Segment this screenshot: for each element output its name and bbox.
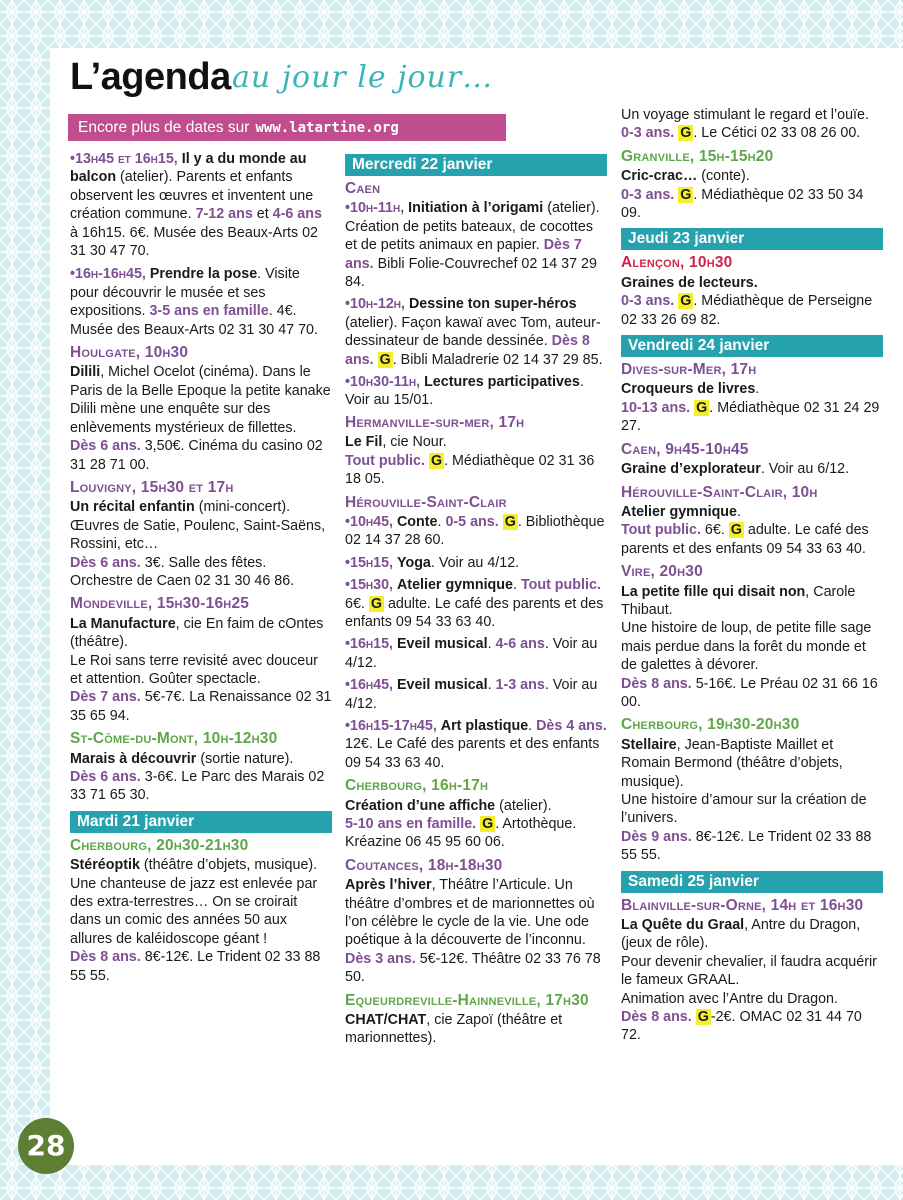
page-subtitle: au jour le jour…	[232, 60, 494, 95]
page-title: L’agenda	[70, 56, 231, 98]
free-badge: G	[379, 351, 391, 368]
day-header: Vendredi 24 janvier	[621, 335, 883, 357]
event-item: CHAT/CHAT, cie Zapoï (théâtre et marionnettes).	[345, 1012, 563, 1047]
city-heading: Blainville-sur-Orne, 14h et 16h30	[621, 896, 864, 914]
event-item: •13h45 et 16h15, Il y a du monde au balcon (atelier). Parents et enfants observent les œuvres et inventent une création commune. 7-12 ans et 4-6 ans à 16h15. 6€. Musée des Beaux-Arts 02 31 30 47 70.	[70, 151, 322, 260]
city-heading: Hérouville-Saint-Clair	[345, 493, 507, 511]
city-heading: Equeurdreville-Hainneville, 17h30	[345, 991, 589, 1009]
event-item: Atelier gymnique. Tout public. 6€. G adulte. Le café des parents et des enfants 09 54 33 63 40.	[621, 503, 869, 557]
event-item: La Manufacture, cie En faim de cOntes (théâtre). Le Roi sans terre revisité avec douceur et attention. Goûter spectacle. Dès 7 ans. 5€-7€. La Renaissance 02 31 35 65 94.	[70, 615, 332, 724]
event-item: Création d’une affiche (atelier). 5-10 ans en famille. G . Artothèque. Kréazine 06 45 95 60 06.	[345, 797, 577, 851]
city-heading: Houlgate, 10h30	[70, 344, 189, 362]
event-item: •16h-16h45, Prendre la pose. Visite pour découvrir le musée et ses expositions. 3-5 ans en famille. 4€. Musée des Beaux-Arts 02 31 30 47 70.	[70, 266, 318, 338]
event-item: Stellaire, Jean-Baptiste Maillet et Romain Bermond (théâtre d’objets, musique). Une histoire d’amour sur la création de l’univers. Dès 9 ans. 8€-12€. Le Trident 02 33 88 55 55.	[621, 736, 872, 864]
free-badge: G	[504, 513, 516, 530]
event-item: La petite fille qui disait non, Carole Thibaut. Une histoire de loup, de petite fille sage mais perdue dans la forêt du monde et de galettes à dévorer. Dès 8 ans. 5-16€. Le Préau 02 31 66 16 00.	[621, 583, 878, 710]
event-item: •10h-11h, Initiation à l’origami (atelier). Création de petits bateaux, de cocottes et de petits animaux en papier. Dès 7 ans. Bibli Folie-Couvrechef 02 14 37 29 84.	[345, 200, 600, 291]
event-item: Après l’hiver, Théâtre l’Articule. Un théâtre d’ombres et de marionnettes où l’on célèbre le cycle de la vie. Une ode poétique à la découverte de l’inconnu. Dès 3 ans. 5€-12€. Théâtre 02 33 76 78 50.	[345, 877, 601, 986]
city-heading: Granville, 15h-15h20	[621, 147, 774, 165]
event-item: •15h15, Yoga. Voir au 4/12.	[345, 554, 520, 571]
event-item: •15h30, Atelier gymnique. Tout public. 6€. G adulte. Le café des parents et des enfants 09 54 33 63 40.	[345, 577, 604, 630]
event-item: •16h15-17h45, Art plastique. Dès 4 ans. 12€. Le Café des parents et des enfants 09 54 33 63 40.	[345, 717, 607, 771]
column-2	[345, 152, 607, 1053]
day-header: Mercredi 22 janvier	[345, 154, 607, 176]
event-item: Marais à découvrir (sortie nature). Dès 6 ans. 3-6€. Le Parc des Marais 02 33 71 65 30.	[70, 750, 325, 804]
free-badge: G	[680, 125, 692, 142]
free-badge: G	[730, 522, 742, 539]
city-heading: Vire, 20h30	[621, 563, 703, 581]
event-item: •10h45, Conte. 0-5 ans. G . Bibliothèque 02 14 37 28 60.	[345, 513, 605, 549]
website-banner	[68, 114, 506, 141]
event-item: •10h-12h, Dessine ton super-héros (atelier). Façon kawaï avec Tom, auteur-dessinateur de bande dessinée. Dès 8 ans. G . Bibli Maladrerie 02 14 37 29 85.	[345, 296, 603, 368]
free-badge: G	[696, 399, 708, 416]
free-badge: G	[680, 186, 692, 203]
free-badge: G	[430, 452, 443, 469]
day-header: Samedi 25 janvier	[621, 871, 883, 893]
city-heading: St-Côme-du-Mont, 10h-12h30	[70, 730, 278, 748]
column-3	[621, 106, 883, 1050]
event-item: Stéréoptik (théâtre d’objets, musique). Une chanteuse de jazz est enlevée par des extra-terrestres… On se croirait dans un comic des années 50 aux allures de kaléidoscope géant ! Dès 8 ans. 8€-12€. Le Trident 02 33 88 55 55.	[70, 857, 321, 984]
free-badge: G	[697, 1009, 709, 1026]
event-item: •16h45, Eveil musical. 1-3 ans. Voir au 4/12.	[345, 677, 598, 712]
city-heading: Coutances, 18h-18h30	[345, 856, 503, 874]
city-heading: Louvigny, 15h30 et 17h	[70, 478, 234, 496]
column-1	[70, 150, 332, 990]
city-heading: Cherbourg, 19h30-20h30	[621, 716, 800, 734]
event-item: Un voyage stimulant le regard et l’ouïe. 0-3 ans. G . Le Cétici 02 33 08 26 00.	[621, 107, 869, 142]
event-item: Cric-crac… (conte). 0-3 ans. G . Médiathèque 02 33 50 34 09.	[621, 168, 864, 222]
city-heading: Caen	[345, 180, 381, 197]
day-header: Mardi 21 janvier	[70, 811, 332, 833]
page-number: 28	[18, 1118, 74, 1174]
city-heading: Alençon, 10h30	[621, 254, 733, 272]
city-heading: Mondeville, 15h30-16h25	[70, 595, 250, 613]
event-item: Graine d’explorateur. Voir au 6/12.	[621, 461, 850, 478]
event-item: Le Fil, cie Nour. Tout public. G . Médiathèque 02 31 36 18 05.	[345, 434, 595, 488]
event-item: Un récital enfantin (mini-concert). Œuvres de Satie, Poulenc, Saint-Saëns, Rossini, etc… Dès 6 ans. 3€. Salle des fêtes. Orchestre de Caen 02 31 30 46 86.	[70, 499, 326, 589]
banner-url-link[interactable]: www.latartine.org	[255, 120, 399, 136]
city-heading: Caen, 9h45-10h45	[621, 440, 749, 458]
city-heading: Cherbourg, 20h30-21h30	[70, 836, 249, 854]
free-badge: G	[370, 595, 382, 612]
event-item: Dilili, Michel Ocelot (cinéma). Dans le Paris de la Belle Epoque la petite kanake Dilili mène une enquête sur des enlèvements mystérieux de fillettes. Dès 6 ans. 3,50€. Cinéma du casino 02 31 28 71 00.	[70, 364, 331, 473]
event-item: •16h15, Eveil musical. 4-6 ans. Voir au 4/12.	[345, 636, 598, 671]
free-badge: G	[680, 293, 692, 310]
event-item: Croqueurs de livres. 10-13 ans. G . Médiathèque 02 31 24 29 27.	[621, 381, 880, 435]
day-header: Jeudi 23 janvier	[621, 228, 883, 250]
event-item: Graines de lecteurs. 0-3 ans. G . Médiathèque de Perseigne 02 33 26 69 82.	[621, 274, 873, 328]
free-badge: G	[482, 816, 494, 832]
city-heading: Hermanville-sur-mer, 17h	[345, 413, 525, 431]
city-heading: Dives-sur-Mer, 17h	[621, 361, 757, 379]
event-item: •10h30-11h, Lectures participatives. Voir au 15/01.	[345, 374, 584, 409]
event-item: La Quête du Graal, Antre du Dragon, (jeux de rôle). Pour devenir chevalier, il faudra acquérir le fameux GRAAL. Animation avec l’Antre du Dragon. Dès 8 ans. G -2€. OMAC 02 31 44 70 72.	[621, 917, 877, 1044]
city-heading: Hérouville-Saint-Clair, 10h	[621, 483, 818, 501]
city-heading: Cherbourg, 16h-17h	[345, 777, 489, 795]
banner-text: Encore plus de dates sur	[78, 119, 250, 136]
